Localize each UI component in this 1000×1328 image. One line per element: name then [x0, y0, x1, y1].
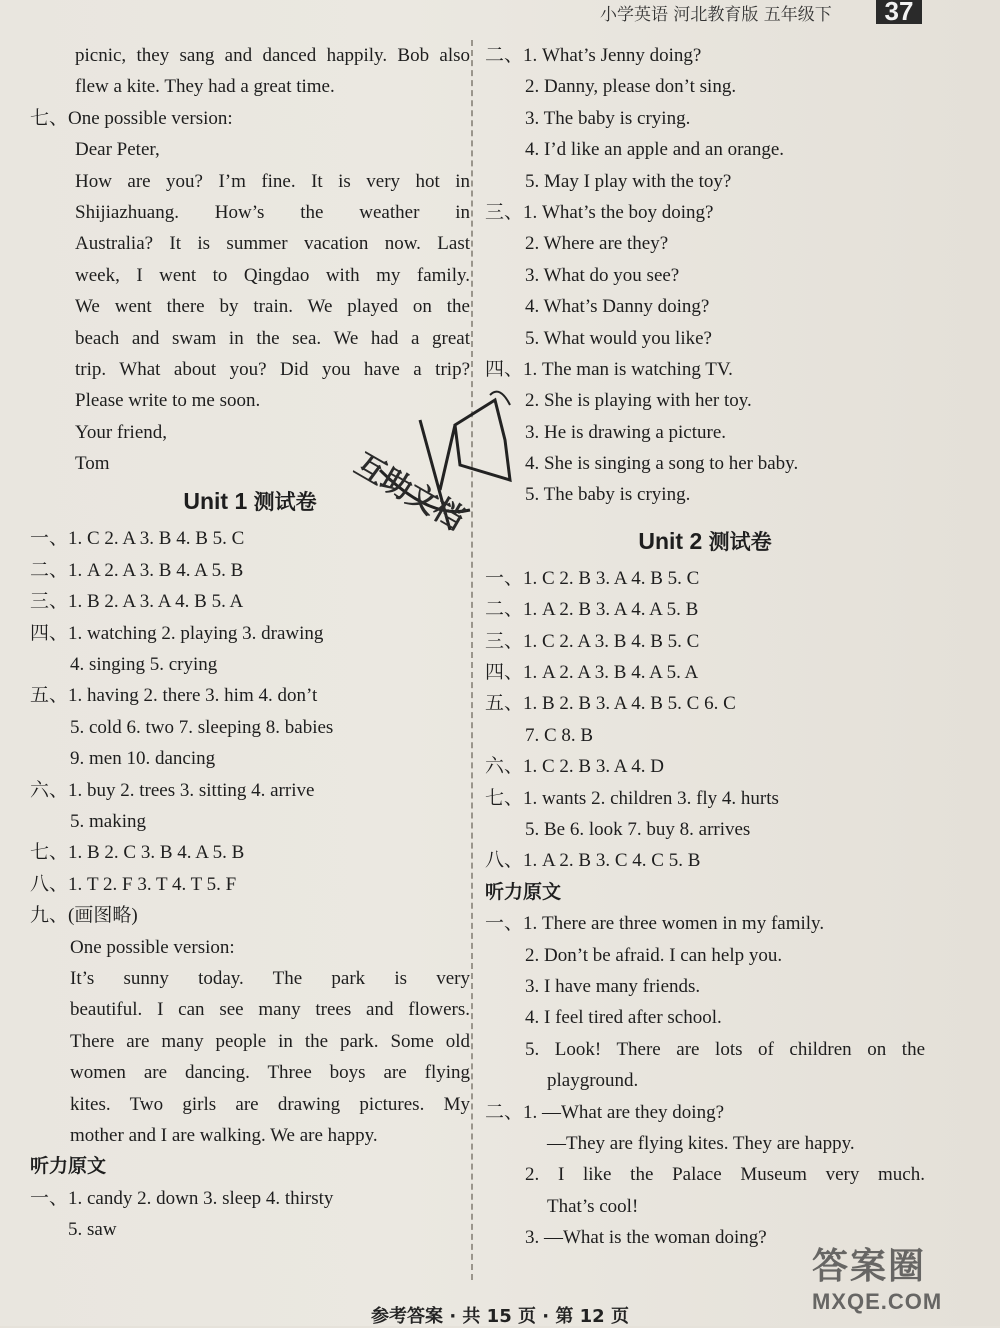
- unit2-title-zh: 测试卷: [708, 529, 772, 554]
- left_column-line: Tom: [75, 453, 110, 475]
- unit1.lines-line: 一、1. C 2. A 3. B 4. B 5. C: [30, 528, 245, 550]
- right-column: [485, 40, 925, 1253]
- unit2-title: [485, 519, 925, 563]
- watermark-text: 互助文档: [348, 446, 470, 538]
- unit2.lines-line: 五、1. B 2. B 3. A 4. B 5. C 6. C: [485, 693, 736, 715]
- unit1.lines-line: 八、1. T 2. F 3. T 4. T 5. F: [30, 873, 237, 895]
- unit2.lines-line: 3. I have many friends.: [525, 975, 701, 997]
- unit2.lines-line: 5. Be 6. look 7. buy 8. arrives: [525, 818, 751, 840]
- right_column-line: 2. She is playing with her toy.: [525, 390, 752, 412]
- page-number-badge: 37: [876, 0, 922, 24]
- page-footer: 参考答案 · 共 15 页 · 第 12 页: [371, 1306, 629, 1327]
- unit2.lines-line: 3. —What is the woman doing?: [525, 1227, 767, 1249]
- unit2.lines-line: 7. C 8. B: [525, 724, 594, 746]
- unit2.lines-line: 二、1. A 2. B 3. A 4. A 5. B: [485, 599, 699, 621]
- right_column-line: 4. I’d like an apple and an orange.: [525, 139, 785, 161]
- site-logo-title: 答案圈: [812, 1246, 927, 1287]
- left_column-line: 七、One possible version:: [30, 107, 233, 129]
- unit2.lines-line: 三、1. C 2. A 3. B 4. B 5. C: [485, 630, 700, 652]
- left_column-line: Your friend,: [75, 421, 168, 443]
- unit2.lines-line: 八、1. A 2. B 3. C 4. C 5. B: [485, 850, 701, 872]
- unit1.lines-line: One possible version:: [70, 936, 235, 958]
- right_column-line: 3. The baby is crying.: [525, 107, 691, 129]
- unit2.lines-line: 二、1. —What are they doing?: [485, 1101, 725, 1123]
- unit2.lines-line: 2. I like the Palace Museum very much.: [525, 1164, 925, 1186]
- left_column-line: Dear Peter,: [75, 139, 160, 161]
- unit2.lines-line: 4. I feel tired after school.: [525, 1007, 722, 1029]
- unit1.lines-line: 4. singing 5. crying: [70, 654, 218, 676]
- site-logo: [812, 1238, 992, 1324]
- left-column: [30, 40, 470, 1245]
- left_column-line: beach and swam in the sea. We had a great: [75, 327, 470, 349]
- right_column-line: 3. What do you see?: [525, 264, 680, 286]
- unit1.lines-line: 听力原文: [30, 1155, 107, 1178]
- unit1.lines-line: 六、1. buy 2. trees 3. sitting 4. arrive: [30, 779, 315, 801]
- right_column-line: 二、1. What’s Jenny doing?: [485, 45, 702, 66]
- unit2-title-en: Unit 2: [638, 527, 703, 554]
- left_column-line: How are you? I’m fine. It is very hot in: [75, 170, 470, 192]
- unit2-answers: [485, 563, 925, 1254]
- site-logo-url: MXQE.COM: [812, 1289, 943, 1314]
- unit2.lines-line: 听力原文: [485, 880, 562, 903]
- left_column-line: trip. What about you? Did you have a trip?: [75, 358, 470, 380]
- left_column-line: flew a kite. They had a great time.: [75, 76, 335, 98]
- unit1.lines-line: 5. making: [70, 810, 146, 832]
- unit2.lines-line: 一、1. C 2. B 3. A 4. B 5. C: [485, 567, 700, 589]
- unit2.lines-line: 一、1. There are three women in my family.: [485, 913, 825, 935]
- unit2.lines-line: 六、1. C 2. B 3. A 4. D: [485, 756, 664, 778]
- left_column-line: week, I went to Qingdao with my family.: [75, 264, 470, 286]
- column-divider: [471, 40, 473, 1280]
- right_column-line: 三、1. What’s the boy doing?: [485, 201, 714, 223]
- unit1.lines-line: 9. men 10. dancing: [70, 748, 216, 770]
- unit1-title-en: Unit 1: [183, 488, 248, 515]
- unit1.lines-line: It’s sunny today. The park is very: [70, 967, 470, 989]
- unit1-title-zh: 测试卷: [253, 490, 317, 515]
- unit2.lines-line: —They are flying kites. They are happy.: [547, 1132, 855, 1154]
- unit1.lines-line: 三、1. B 2. A 3. A 4. B 5. A: [30, 591, 244, 613]
- unit1.lines-line: mother and I are walking. We are happy.: [70, 1124, 378, 1146]
- unit1.lines-line: 5. cold 6. two 7. sleeping 8. babies: [70, 716, 334, 738]
- right_column-line: 4. What’s Danny doing?: [525, 296, 710, 318]
- running-header: 小学英语 河北教育版 五年级下: [600, 5, 832, 25]
- unit1.lines-line: 七、1. B 2. C 3. B 4. A 5. B: [30, 842, 245, 864]
- unit1.lines-line: 四、1. watching 2. playing 3. drawing: [30, 622, 324, 644]
- right_column-line: 四、1. The man is watching TV.: [485, 358, 733, 380]
- unit2.lines-line: playground.: [547, 1070, 639, 1092]
- right_column-line: 5. What would you like?: [525, 327, 712, 349]
- unit1.lines-line: 五、1. having 2. there 3. him 4. don’t: [30, 685, 318, 707]
- unit2.lines-line: 七、1. wants 2. children 3. fly 4. hurts: [485, 787, 779, 809]
- right_column-line: 2. Danny, please don’t sing.: [525, 76, 737, 98]
- unit1.lines-line: 九、(画图略): [30, 905, 138, 927]
- unit2.lines-line: 四、1. A 2. A 3. B 4. A 5. A: [485, 662, 699, 684]
- unit2.lines-line: That’s cool!: [547, 1195, 639, 1217]
- unit1.lines-line: There are many people in the park. Some old: [70, 1030, 470, 1052]
- left_column-line: picnic, they sang and danced happily. Bob also: [75, 45, 470, 66]
- unit1.lines-line: kites. Two girls are drawing pictures. My: [70, 1093, 470, 1115]
- unit1.lines-line: beautiful. I can see many trees and flowers.: [70, 999, 470, 1021]
- unit1.lines-line: women are dancing. Three boys are flying: [70, 1062, 470, 1084]
- left_column-line: Australia? It is summer vacation now. Last: [75, 233, 470, 255]
- unit2.lines-line: 5. Look! There are lots of children on the: [525, 1038, 925, 1060]
- unit2.lines-line: 2. Don’t be afraid. I can help you.: [525, 944, 783, 966]
- left_column-line: Please write to me soon.: [75, 390, 261, 412]
- left_column-line: Shijiazhuang. How’s the weather in: [75, 201, 470, 223]
- unit1.lines-line: 一、1. candy 2. down 3. sleep 4. thirsty: [30, 1187, 334, 1209]
- unit1.lines-line: 5. saw: [68, 1219, 117, 1241]
- left_column-line: We went there by train. We played on the: [75, 296, 470, 318]
- watermark-stamp: [348, 380, 530, 560]
- right_column-line: 5. May I play with the toy?: [525, 170, 732, 192]
- unit1.lines-line: 二、1. A 2. A 3. B 4. A 5. B: [30, 559, 244, 581]
- right_column-line: 2. Where are they?: [525, 233, 669, 255]
- right_column-line: 3. He is drawing a picture.: [525, 421, 727, 443]
- right-column-answers: [485, 40, 925, 511]
- unit1-answers: [30, 523, 470, 1245]
- right_column-line: 4. She is singing a song to her baby.: [525, 453, 799, 475]
- right_column-line: 5. The baby is crying.: [525, 484, 691, 506]
